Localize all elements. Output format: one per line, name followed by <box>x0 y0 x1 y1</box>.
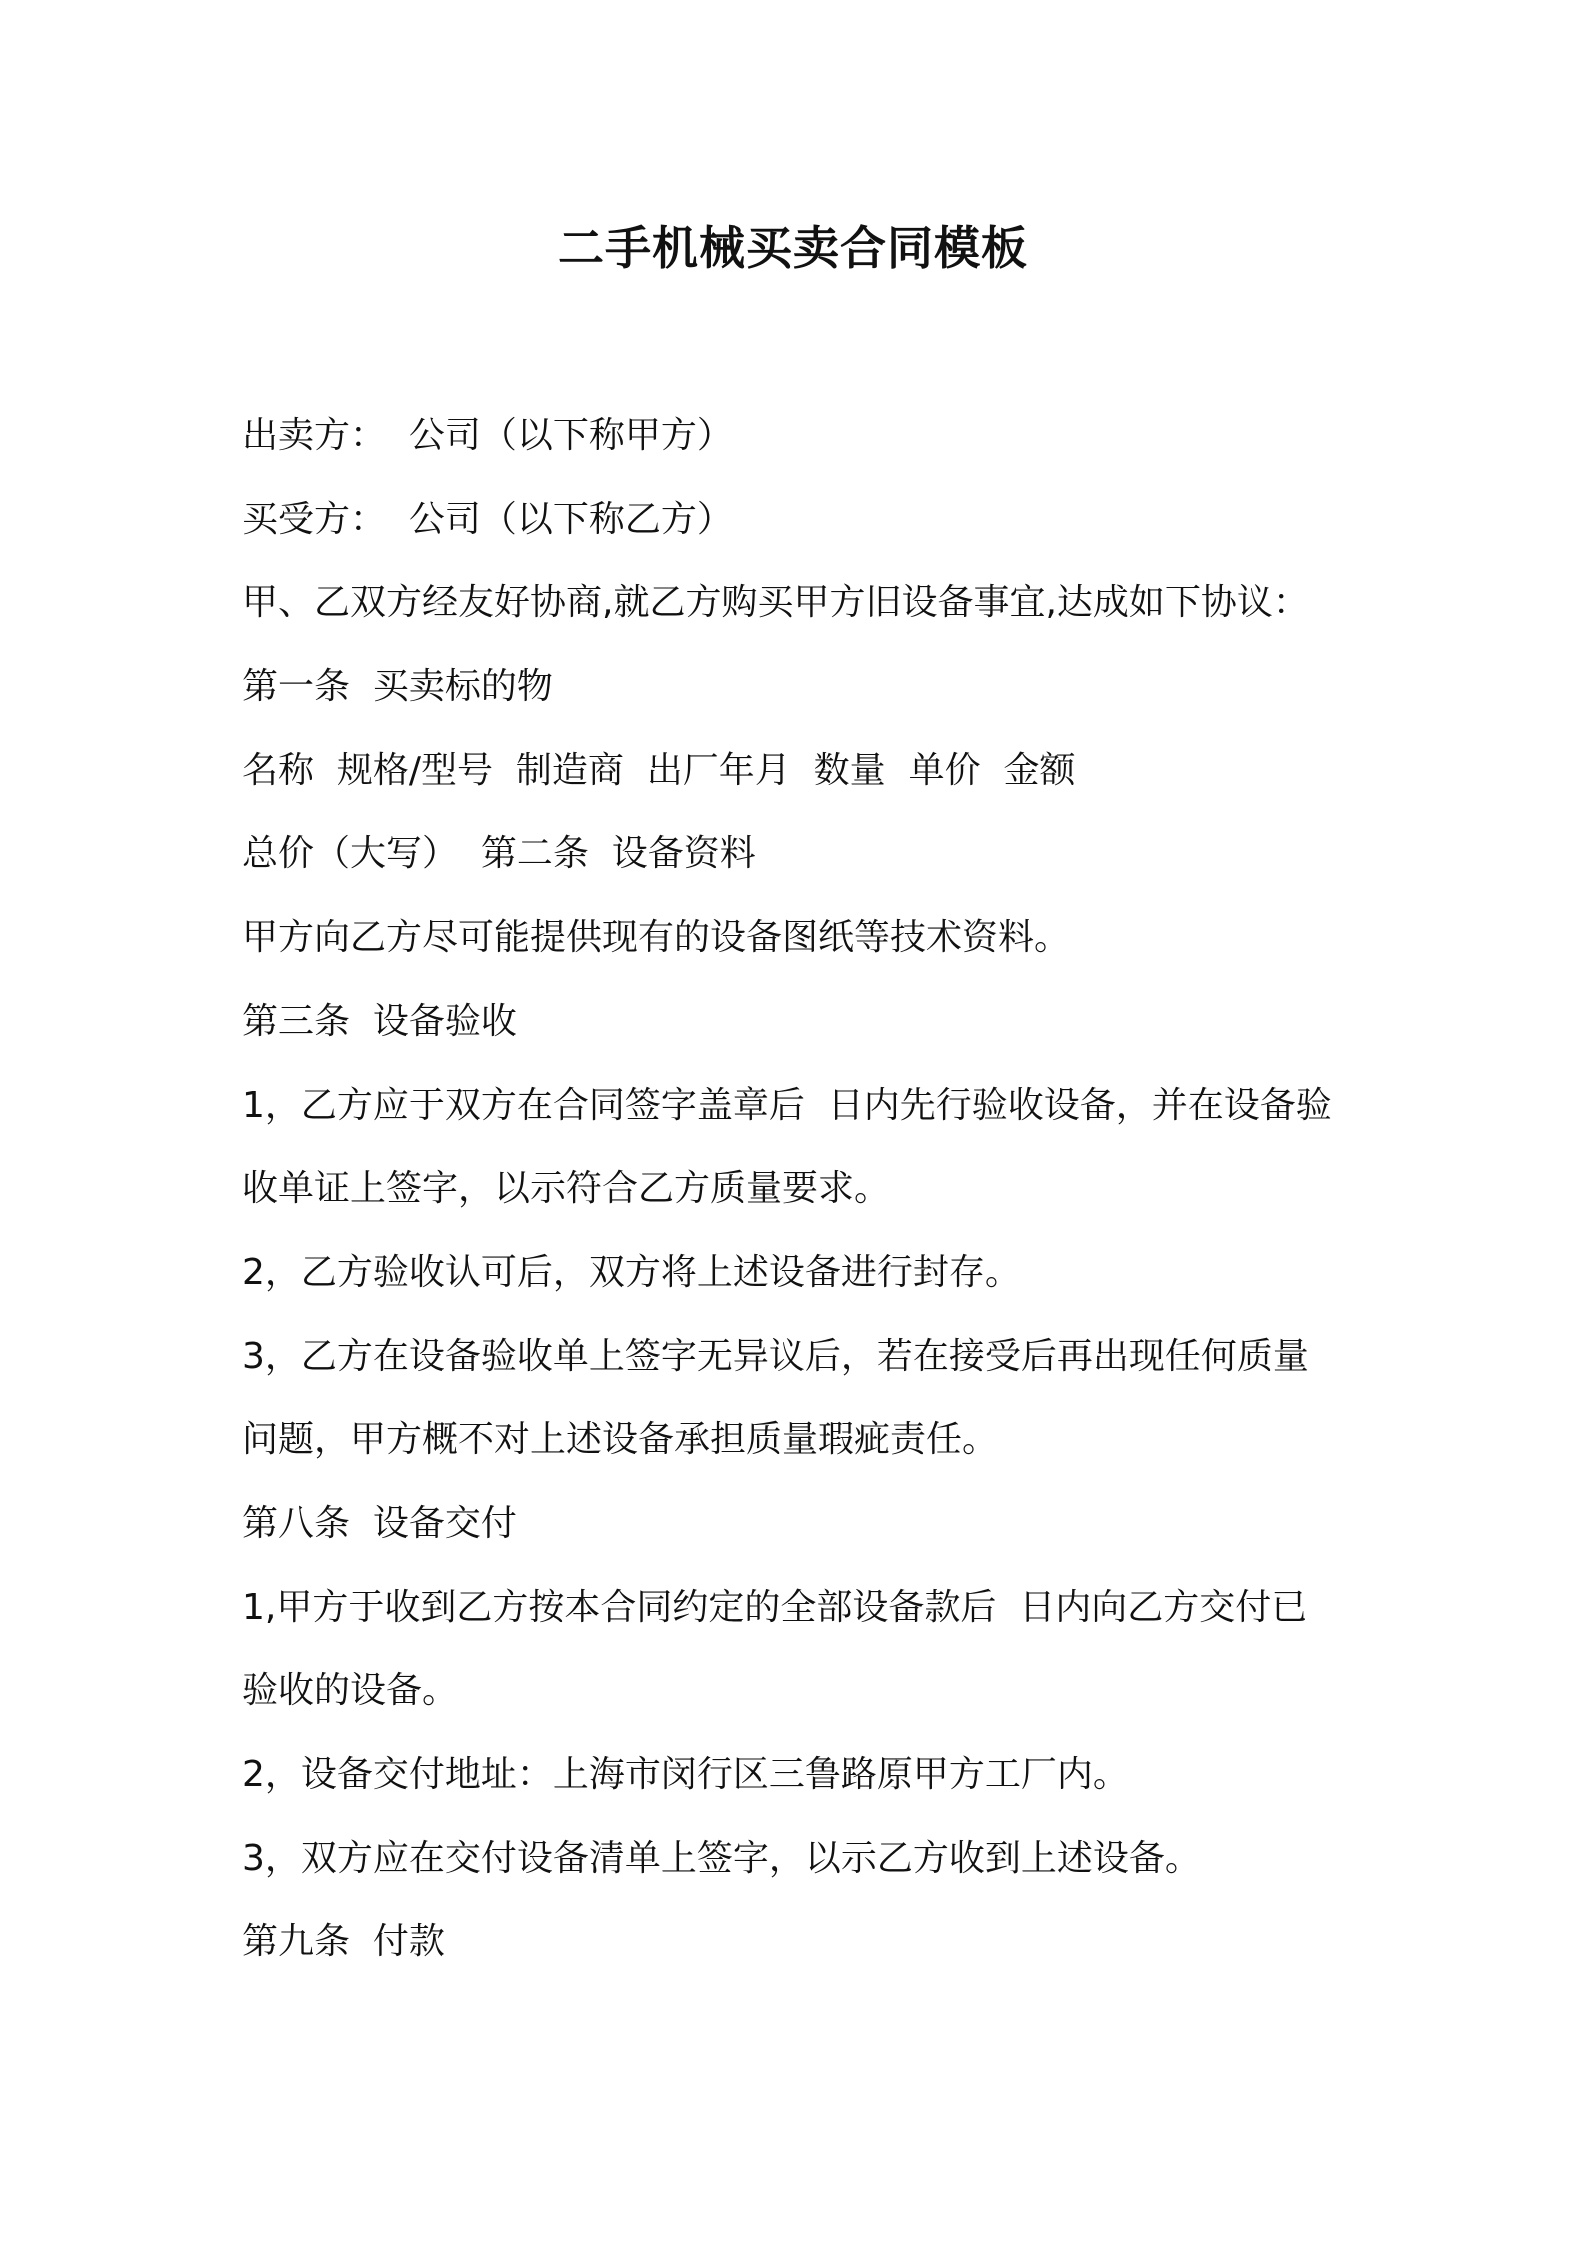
article-3-clause-3: 3，乙方在设备验收单上签字无异议后，若在接受后再出现任何质量 <box>242 1335 1309 1377</box>
article-8-clause-2: 2，设备交付地址：上海市闵行区三鲁路原甲方工厂内。 <box>242 1754 1129 1795</box>
article-3-clause-1-cont: 收单证上签字，以示符合乙方质量要求。 <box>242 1168 891 1210</box>
article-3-heading: 第三条 设备验收 <box>242 1000 517 1042</box>
goods-table-header: 名称 规格/型号 制造商 出厂年月 数量 单价 金额 <box>242 749 1076 791</box>
buyer-line: 买受方： 公司（以下称乙方） <box>242 498 733 540</box>
total-price-article-2-heading: 总价（大写） 第二条 设备资料 <box>242 833 756 875</box>
article-8-clause-3: 3，双方应在交付设备清单上签字，以示乙方收到上述设备。 <box>242 1837 1201 1879</box>
article-8-heading: 第八条 设备交付 <box>242 1502 517 1544</box>
document-body <box>242 394 1402 1984</box>
article-3-clause-2: 2，乙方验收认可后，双方将上述设备进行封存。 <box>242 1251 1021 1293</box>
document-title: 二手机械买卖合同模板 <box>558 221 1028 275</box>
article-1-heading: 第一条 买卖标的物 <box>242 666 553 708</box>
article-8-clause-1: 1,甲方于收到乙方按本合同约定的全部设备款后 日内向乙方交付已 <box>242 1586 1308 1628</box>
article-3-clause-1: 1，乙方应于双方在合同签字盖章后 日内先行验收设备，并在设备验 <box>242 1084 1332 1126</box>
article-9-heading: 第九条 付款 <box>242 1921 445 1963</box>
agreement-intro: 甲、乙双方经友好协商,就乙方购买甲方旧设备事宜,达成如下协议： <box>242 582 1309 624</box>
seller-line: 出卖方： 公司（以下称甲方） <box>242 415 733 456</box>
article-8-clause-1-cont: 验收的设备。 <box>242 1670 459 1712</box>
article-2-text: 甲方向乙方尽可能提供现有的设备图纸等技术资料。 <box>242 917 1071 959</box>
article-3-clause-3-cont: 问题，甲方概不对上述设备承担质量瑕疵责任。 <box>242 1419 999 1461</box>
